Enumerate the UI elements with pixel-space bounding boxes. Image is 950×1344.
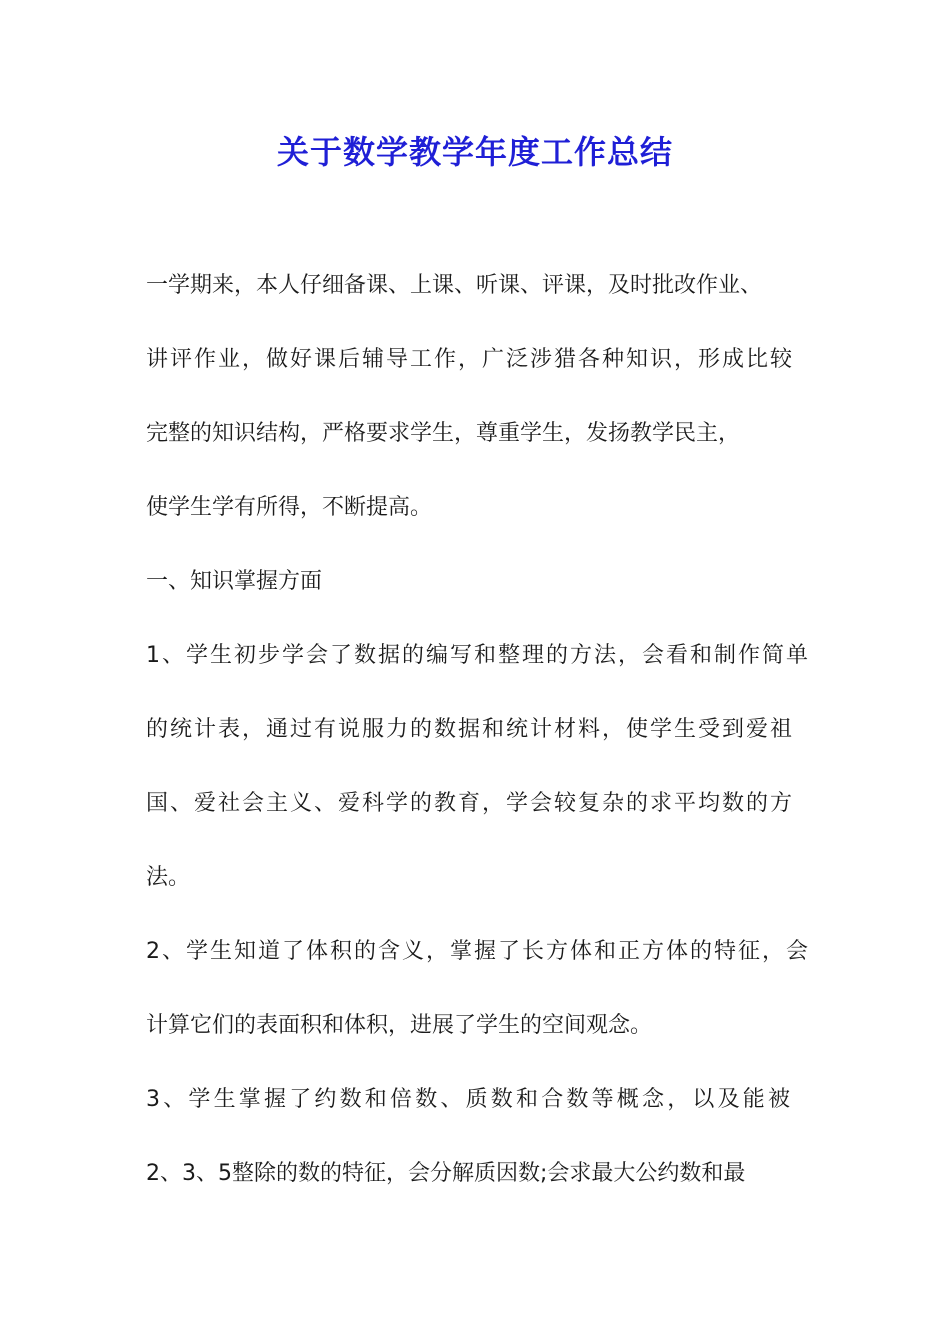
paragraph-line: 1、学生初步学会了数据的编写和整理的方法，会看和制作简单 [146,643,810,668]
paragraph-line: 的统计表，通过有说服力的数据和统计材料，使学生受到爱祖 [146,717,795,742]
paragraph-line: 法。 [146,865,191,890]
document-body [146,262,826,1224]
paragraph-line: 计算它们的表面积和体积，进展了学生的空间观念。 [146,1013,653,1038]
paragraph-line: 国、爱社会主义、爱科学的教育，学会较复杂的求平均数的方 [146,791,795,816]
paragraph-line: 完整的知识结构，严格要求学生，尊重学生，发扬教学民主， [146,421,741,446]
section-heading: 一、知识掌握方面 [146,569,323,594]
paragraph-line: 讲评作业，做好课后辅导工作，广泛涉猎各种知识，形成比较 [146,347,795,372]
paragraph-line: 2、3、5整除的数的特征，会分解质因数;会求最大公约数和最 [146,1161,746,1186]
document-title: 关于数学教学年度工作总结 [276,133,673,171]
paragraph-line: 2、学生知道了体积的含义，掌握了长方体和正方体的特征，会 [146,939,810,964]
paragraph-line: 一学期来，本人仔细备课、上课、听课、评课，及时批改作业、 [146,273,763,298]
paragraph-line: 使学生学有所得，不断提高。 [146,495,433,520]
paragraph-line: 3、学生掌握了约数和倍数、质数和合数等概念，以及能被 [146,1087,794,1112]
